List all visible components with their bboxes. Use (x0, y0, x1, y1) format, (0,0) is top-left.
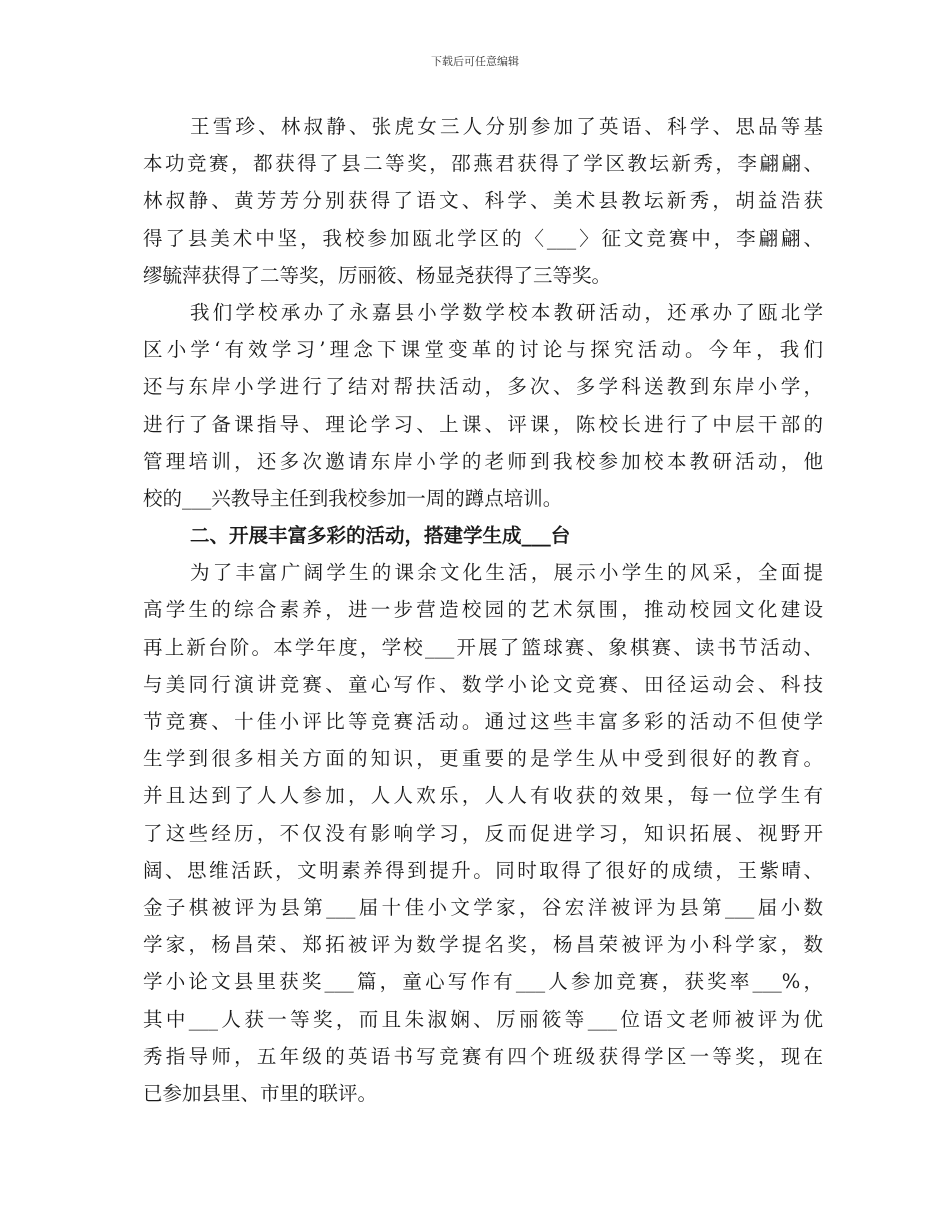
text-line: 其中___人获一等奖，而且朱淑娴、厉丽筱等___位语文老师被评为优 (143, 1007, 823, 1031)
text-line: 了这些经历，不仅没有影响学习，反而促进学习，知识拓展、视野开 (143, 821, 823, 845)
text-line: 管理培训，还多次邀请东岸小学的老师到我校参加校本教研活动，他 (143, 449, 823, 473)
text-line: 阔、思维活跃，文明素养得到提升。同时取得了很好的成绩，王紫晴、 (143, 858, 823, 882)
text-line: 得了县美术中坚，我校参加瓯北学区的〈___〉征文竞赛中，李翩翩、 (143, 226, 823, 250)
paragraph-activities (143, 554, 823, 1112)
text-line: 生学到很多相关方面的知识，更重要的是学生从中受到很好的教育。 (143, 747, 823, 771)
text-line: 再上新台阶。本学年度，学校___开展了篮球赛、象棋赛、读书节活动、 (143, 635, 823, 659)
text-line: 学家，杨昌荣、郑拓被评为数学提名奖，杨昌荣被评为小科学家，数 (143, 933, 823, 957)
text-line: 学小论文县里获奖___篇，童心写作有___人参加竞赛，获奖率___%， (143, 970, 823, 994)
text-line: 缪毓萍获得了二等奖，厉丽筱、杨显尧获得了三等奖。 (143, 263, 612, 287)
text-line: 秀指导师，五年级的英语书写竞赛有四个班级获得学区一等奖，现在 (143, 1044, 823, 1068)
text-line: 本功竞赛，都获得了县二等奖，邵燕君获得了学区教坛新秀，李翩翩、 (143, 152, 823, 176)
text-line: 金子棋被评为县第___届十佳小文学家，谷宏洋被评为县第___届小数 (143, 895, 823, 919)
text-line: 节竞赛、十佳小评比等竞赛活动。通过这些丰富多彩的活动不但使学 (143, 710, 823, 733)
text-line: 并且达到了人人参加，人人欢乐，人人有收获的效果，每一位学生有 (143, 784, 823, 808)
text-line: 我们学校承办了永嘉县小学数学校本教研活动，还承办了瓯北学 (190, 300, 823, 324)
section-heading-text: 二、开展丰富多彩的活动，搭建学生成___台 (190, 524, 571, 548)
text-line: 与美同行演讲竞赛、童心写作、数学小论文竞赛、田径运动会、科技 (143, 672, 823, 696)
text-line: 进行了备课指导、理论学习、上课、评课，陈校长进行了中层干部的 (143, 412, 823, 436)
page-header: 下载后可任意编辑 (431, 55, 519, 68)
paragraph-awards (143, 108, 823, 294)
text-line: 校的___兴教导主任到我校参加一周的蹲点培训。 (143, 486, 563, 510)
text-line: 已参加县里、市里的联评。 (143, 1081, 378, 1105)
text-line: 高学生的综合素养，进一步营造校园的艺术氛围，推动校园文化建设 (143, 598, 823, 622)
document-body (143, 108, 823, 1112)
text-line: 区小学‘有效学习’理念下课堂变革的讨论与探究活动。今年，我们 (143, 338, 823, 362)
text-line: 还与东岸小学进行了结对帮扶活动，多次、多学科送教到东岸小学， (143, 375, 823, 399)
section-heading (143, 517, 823, 554)
text-line: 为了丰富广阔学生的课余文化生活，展示小学生的风采，全面提 (190, 561, 823, 585)
text-line: 林叔静、黄芳芳分别获得了语文、科学、美术县教坛新秀，胡益浩获 (143, 189, 823, 213)
paragraph-teaching-research (143, 294, 823, 517)
text-line: 王雪珍、林叔静、张虎女三人分别参加了英语、科学、思品等基 (190, 115, 823, 138)
